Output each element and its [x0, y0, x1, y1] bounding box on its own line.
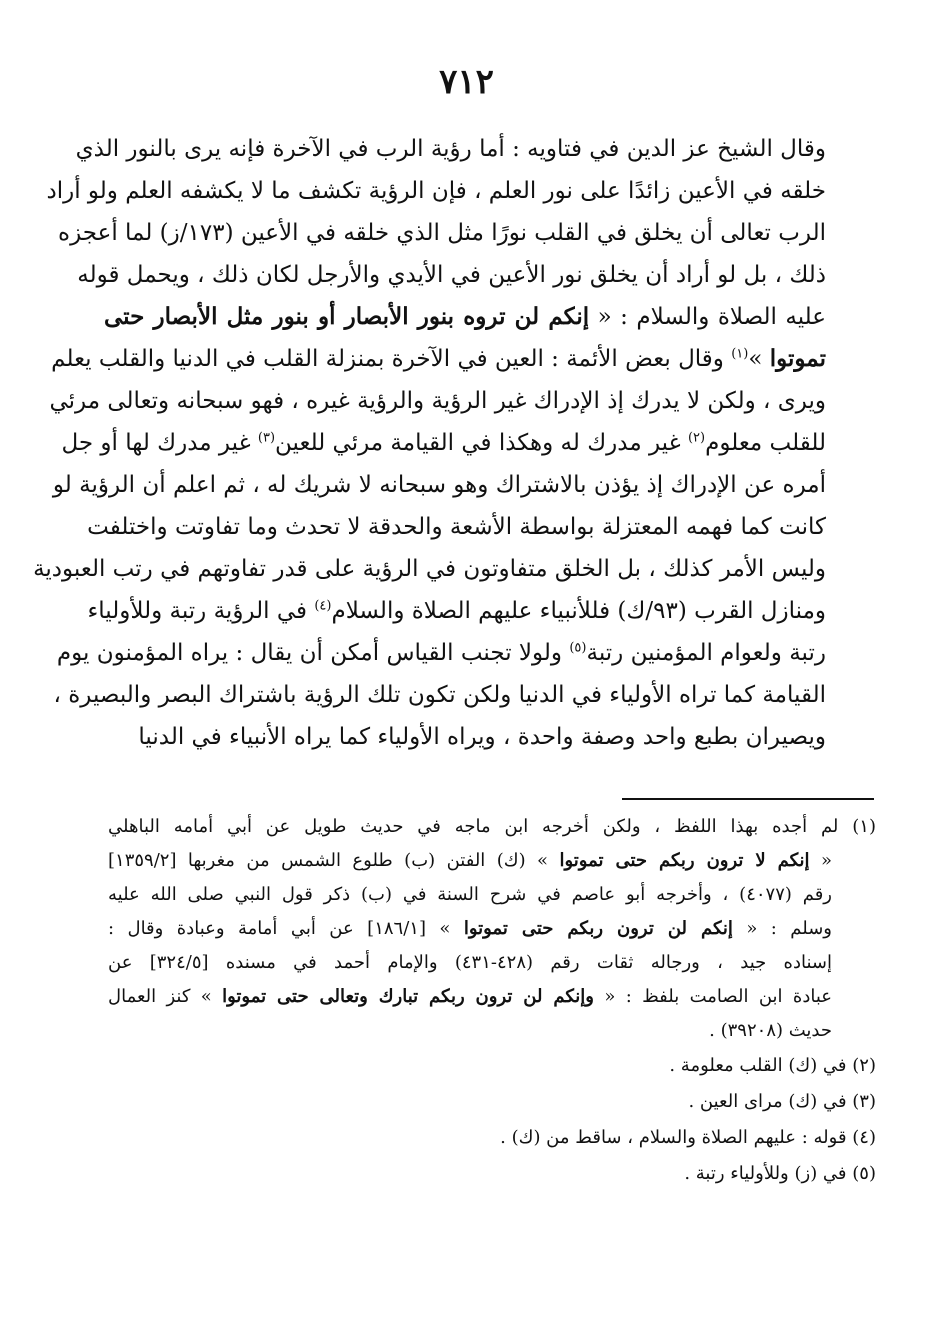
footnote-5: (٥) في (ز) وللأولياء رتبة . — [684, 1163, 876, 1184]
footnote-text: لم أجده بهذا اللفظ ، ولكن أخرجه ابن ماجه في حديث طويل عن أبي أمامه الباهلي — [108, 816, 839, 837]
footnote-1-line — [108, 844, 876, 878]
footnote-3: (٣) في (ك) مراى العين . — [688, 1091, 876, 1112]
footnote-1-line: حديث (٣٩٢٠٨) . — [709, 1020, 832, 1041]
footnote-text: » (ك) الفتن (ب) طلوع الشمس من مغربها [١٣٥٩/٢] — [108, 850, 560, 871]
footnote-4: (٤) قوله : عليهم الصلاة والسلام ، ساقط من (ك) . — [500, 1127, 876, 1148]
text-line — [87, 590, 826, 632]
line-text: ومنازل القرب (٩٣/ك) فللأنبياء عليهم الصلاة والسلام — [331, 598, 826, 624]
footnote-1-line — [108, 912, 876, 946]
footnote-ref-3[interactable]: (٣) — [257, 430, 276, 446]
hadith-quote: إنكم لا ترون ربكم حتى تموتوا — [559, 850, 810, 871]
page-number: ٧١٢ — [439, 62, 494, 102]
text-line: ويرى ، ولكن لا يدرك إذ الإدراك غير الرؤية والرؤية غيره ، فهو سبحانه وتعالى مرئي — [49, 388, 826, 414]
footnote-text: « — [809, 850, 832, 871]
text-line: القيامة كما تراه الأولياء في الدنيا ولكن تكون تلك الرؤية باشتراك البصر والبصيرة ، — [53, 682, 826, 708]
text-line: ويصيران بطبع واحد وصفة واحدة ، ويراه الأولياء كما يراه الأنبياء في الدنيا — [138, 724, 826, 750]
line-text: ولولا تجنب القياس أمكن أن يقال : يراه المؤمنون يوم — [56, 640, 570, 666]
text-line — [61, 422, 826, 464]
text-line: وقال الشيخ عز الدين في فتاويه : أما رؤية الرب في الآخرة فإنه يرى بالنور الذي — [75, 136, 826, 162]
text-line: أمره عن الإدراك إذ يؤذن بالاشتراك وهو سبحانه لا شريك له ، ثم اعلم أن الرؤية لو — [52, 472, 826, 498]
footnote-text: » [١٨٦/١] عن أبي أمامة وعبادة وقال : — [108, 918, 464, 939]
footnotes — [108, 810, 876, 1192]
line-text: للقلب معلوم — [705, 430, 826, 456]
text-line: كانت كما فهمه المعتزلة بواسطة الأشعة والحدقة لا تحدث وما تفاوتت واختلفت — [87, 514, 826, 540]
text-line — [56, 632, 826, 674]
line-text: رتبة ولعوام المؤمنين رتبة — [586, 640, 826, 666]
line-text: في الرؤية رتبة وللأولياء — [87, 598, 315, 624]
line-text: » — [748, 346, 770, 372]
footnote-ref-5[interactable]: (٥) — [569, 640, 587, 656]
line-text: غير مدرك له وهكذا في القيامة مرئي للعين — [275, 430, 688, 456]
footnote-1-line: رقم (٤٠٧٧) ، وأخرجه أبو عاصم في شرح السنة في (ب) ذكر قول النبي صلى الله عليه — [108, 884, 832, 905]
footnote-1-line — [108, 980, 876, 1014]
line-text: وقال بعض الأئمة : العين في الآخرة بمنزلة القلب في الدنيا والقلب يعلم — [51, 346, 732, 372]
hadith-quote: وإنكم لن ترون ربكم تبارك وتعالى حتى تموتوا — [222, 986, 594, 1007]
footnote-separator — [622, 798, 874, 800]
text-line: ذلك ، بل لو أراد أن يخلق نور الأعين في الأيدي والأرجل لكان ذلك ، ويحمل قوله — [77, 262, 826, 288]
hadith-quote: تموتوا — [769, 345, 826, 372]
footnote-ref-2[interactable]: (٢) — [687, 430, 706, 446]
main-text — [33, 128, 827, 758]
footnote-text: » كنز العمال — [108, 986, 223, 1007]
footnote-text: وسلم : « — [732, 918, 833, 939]
text-line: الرب تعالى أن يخلق في القلب نورًا مثل الذي خلقه في الأعين (١٧٣/ز) لما أعجزه — [58, 220, 826, 246]
line-text: غير مدرك لها أو جل — [61, 430, 258, 456]
footnote-ref-4[interactable]: (٤) — [314, 598, 332, 614]
footnote-label: (١) — [852, 816, 876, 837]
text-line — [104, 296, 826, 338]
footnote-text: عبادة ابن الصامت بلفظ : « — [594, 986, 832, 1007]
hadith-quote: إنكم لن تروه بنور الأبصار أو بنور مثل الأبصار حتى — [104, 303, 590, 330]
text-line: خلقه في الأعين زائدًا على نور العلم ، فإن الرؤية تكشف ما لا يكشفه العلم ولو أراد — [46, 178, 826, 204]
text-line — [51, 338, 826, 380]
footnote-1-line — [108, 810, 876, 844]
text-line: وليس الأمر كذلك ، بل الخلق متفاوتون في الرؤية على قدر تفاوتهم في رتب العبودية — [33, 556, 826, 582]
footnote-2: (٢) في (ك) القلب معلومة . — [669, 1055, 876, 1076]
footnote-ref-1[interactable]: (١) — [731, 346, 749, 362]
hadith-quote: إنكم لن ترون ربكم حتى تموتوا — [463, 918, 733, 939]
line-text: عليه الصلاة والسلام : « — [589, 304, 827, 330]
footnote-1-line: إسناده جيد ، ورجاله ثقات رقم (٤٢٨-٤٣١) والإمام أحمد في مسنده [٣٢٤/٥] عن — [108, 952, 833, 973]
